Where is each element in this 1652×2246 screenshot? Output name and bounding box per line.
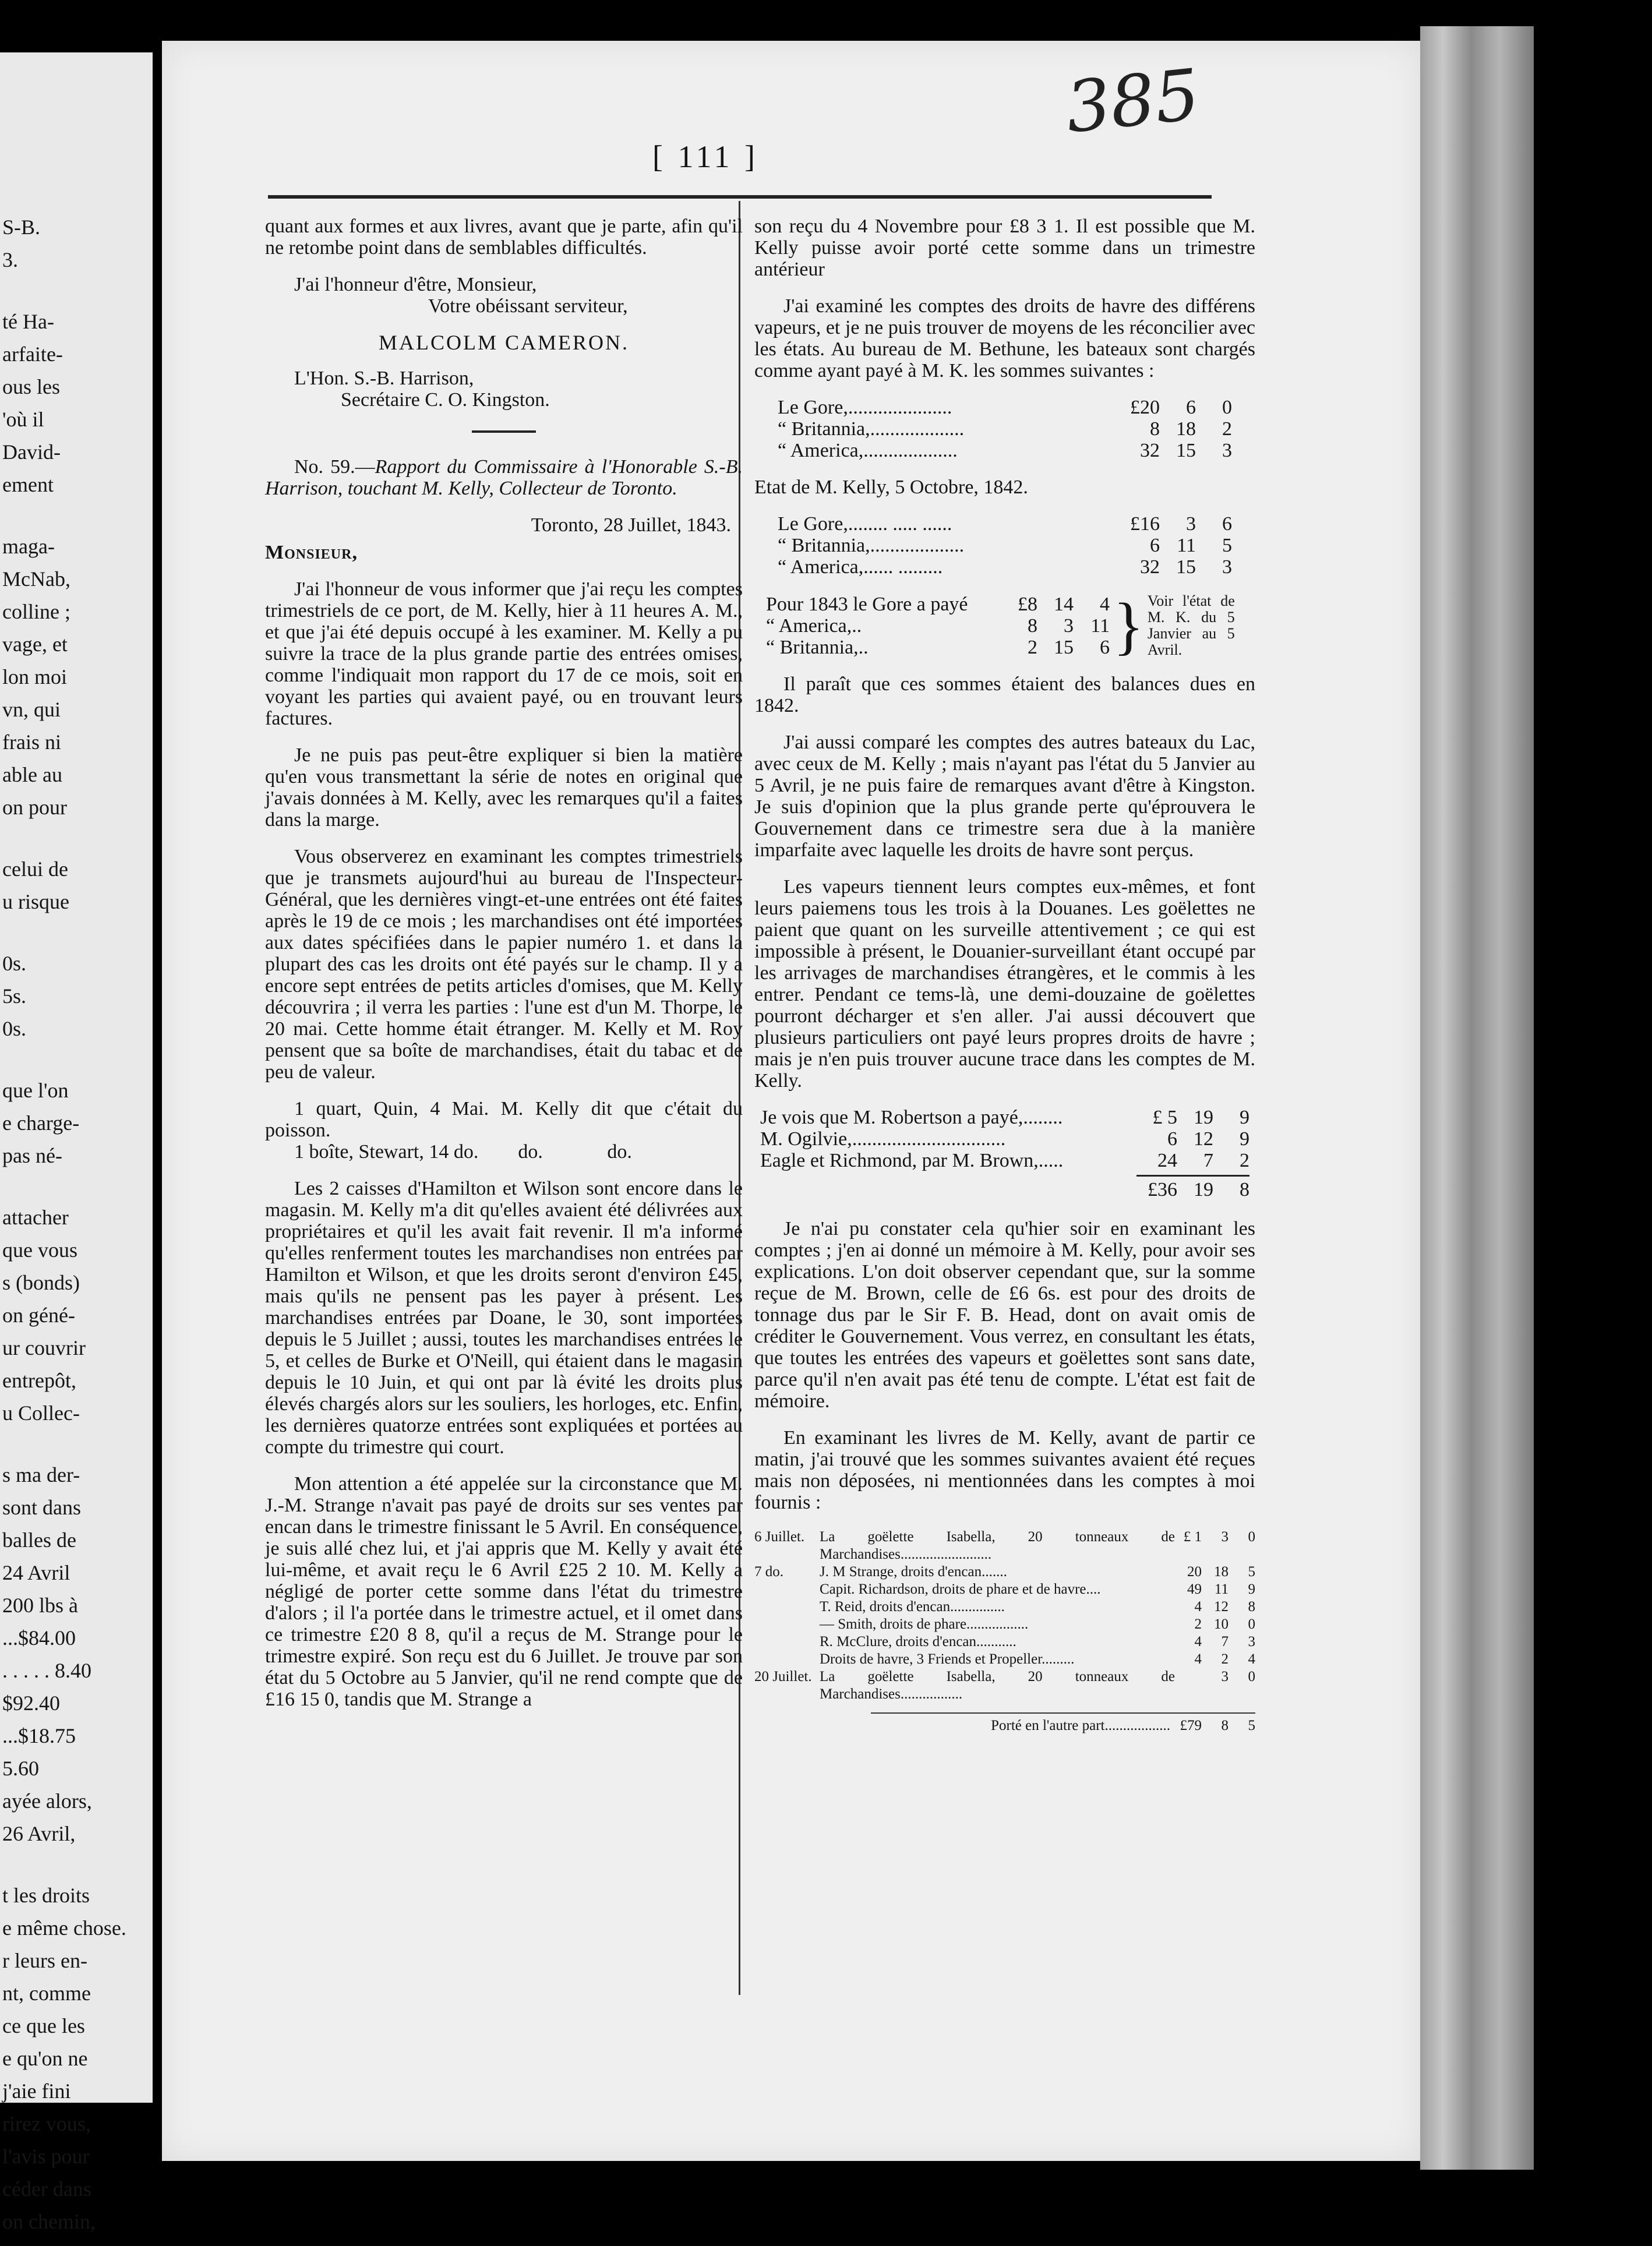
account-name: “ Britannia,................... [778,535,965,556]
right-column [754,216,1255,1735]
ledger-date: 20 Juillet. [754,1669,812,1685]
account-name: “ America,.. [766,615,862,637]
amount-shillings: 12 [1194,1128,1213,1150]
facing-page-fragment [0,52,153,2233]
amount-pounds [1175,1668,1202,1703]
amount-pounds: 4 [1194,1634,1202,1650]
account-row [778,513,1232,535]
paragraph: Il paraît que ces sommes étaient des balances dues en 1842. [754,673,1255,716]
facing-page-text-fragment: 3. [2,248,18,271]
ledger [754,1528,1255,1703]
account-row [778,440,1232,461]
page-number: [ 111 ] [652,139,758,174]
facing-page-text-fragment: balles de [2,1528,76,1552]
account-name: “ Britannia,.. [766,636,869,658]
amount-pence: 4 [1100,593,1110,615]
amount-shillings: 15 [1054,636,1074,658]
account-name: — Smith, droits de phare................. [820,1616,1029,1632]
amount-pounds: 6 [1150,535,1160,556]
facing-page-text-fragment: vage, et [2,633,68,656]
report-heading [265,456,743,499]
facing-page-text-fragment: rirez vous, [2,2112,91,2135]
facing-page-text-fragment: u Collec- [2,1401,80,1425]
ledger-date [754,1616,820,1633]
ledger-date [754,1598,820,1616]
account-name: Droits de havre, 3 Friends et Propeller......... [820,1651,1075,1667]
facing-page-text-fragment: maga- [2,535,55,558]
amount-pence: 11 [1090,615,1110,637]
left-column [265,216,743,1725]
carried-label: Porté en l'autre part.................. [991,1718,1170,1733]
account-name: Eagle et Richmond, par M. Brown,..... [760,1150,1064,1171]
amount-shillings: 15 [1176,440,1196,461]
amount-shillings: 3 [1186,513,1196,535]
amount-pence: 2 [1222,418,1232,440]
account-row [754,1651,1255,1668]
facing-page-text-fragment: l'avis pour [2,2145,90,2168]
ledger-date: 6 Juillet. [754,1529,805,1545]
facing-page-text-fragment: on géné- [2,1304,75,1327]
account-row [778,535,1232,556]
accounts-1843 [766,590,1255,661]
book-page-edge [1420,26,1534,2170]
ledger-date [754,1633,820,1651]
amount-shillings: 3 [1064,615,1074,637]
payments-total-row [1136,1175,1249,1200]
account-row [760,1107,1249,1128]
paragraph: Je n'ai pu constater cela qu'hier soir en examinant les comptes ; j'en ai donné un mémoire à M. Kelly, pour avoir ses explications. L'on doit observer cependant que, sur la somme reçue de M. Brown, celle de £6 6s. est pour des droits de tonnage dus par le Sir F. B. Head, dont on avait omis de créditer le Gouvernement. Vous verrez, en consultant les états, que toutes les entrées des vapeurs et goëlettes sont sans date, parce qu'il n'en avait pas été tenu de compte. L'état est fait de mémoire. [754,1218,1255,1412]
total-shillings: 19 [1194,1179,1213,1200]
amount-shillings: 11 [1214,1581,1229,1597]
closing-line: J'ai l'honneur d'être, Monsieur, [294,274,537,295]
paragraph: En examinant les livres de M. Kelly, avant de partir ce matin, j'ai trouvé que les sommes suivantes avaient été reçues mais non déposées, ni mentionnées dans les comptes à moi fournis : [754,1427,1255,1513]
amount-pence: 0 [1248,1669,1255,1685]
facing-page-text-fragment: entrepôt, [2,1369,76,1392]
paragraph: Les vapeurs tiennent leurs comptes eux-mêmes, et font leurs paiemens tous les trois à la Douanes. Les goëlettes ne paient que quant on les surveille attentivement ; ce qui est impossible à présent, le Douanier-surveillant étant occupé par les arrivages de marchandises étrangères, et le commis à les entrer. Pendant ce tems-là, une demi-douzaine de goëlettes pourront décharger et s'en aller. J'ai aussi découvert que plusieurs particuliers ont payé leurs propres droits de havre ; mais je n'en puis trouver aucune trace dans les comptes de M. Kelly. [754,876,1255,1092]
facing-page-text-fragment: t les droits [2,1884,90,1907]
amount-shillings: 10 [1214,1616,1229,1632]
section-rule [472,430,536,433]
facing-page-text-fragment: e qu'on ne [2,2047,88,2070]
account-name: Pour 1843 le Gore a payé [766,593,968,615]
facing-page-text-fragment: on pour [2,796,67,819]
facing-page-text-fragment: 0s. [2,952,27,975]
amount-pence: 8 [1248,1599,1255,1615]
paragraph: J'ai aussi comparé les comptes des autres bateaux du Lac, avec ceux de M. Kelly ; mais n'ayant pas l'état du 5 Janvier au 5 Avril, je ne puis faire de remarques avant d'être à Kingston. Je suis d'opinion que la plus grande perte qu'éprouvera le Gouvernement dans ce trimestre sera due à la manière imparfaite avec laquelle les droits de havre sont perçus. [754,732,1255,861]
ledger-date: 7 do. [754,1564,783,1580]
facing-page-text-fragment: lon moi [2,665,68,688]
facing-page-text-fragment: $92.40 [2,1691,60,1715]
facing-page-text-fragment: r leurs en- [2,1949,87,1972]
total-pounds: £36 [1148,1179,1177,1200]
amount-shillings: 7 [1221,1634,1229,1650]
account-name: “ America,...... ......... [778,556,943,578]
paragraph: Mon attention a été appelée sur la circonstance que M. J.-M. Strange n'avait pas payé de droits sur ses ventes par encan dans le trimestre finissant le 5 Avril. En conséquence, je suis allé chez lui, et j'ai appris que M. Kelly y avait été lui-même, et avait reçu le 6 Avril £25 2 10. M. Kelly a négligé de porter cette somme dans l'état du trimestre d'alors ; il l'a portée dans le trimestre actuel, et il omet dans ce trimestre £20 8 8, qu'il a reçus de M. Strange pour le trimestre expiré. Son reçu est du 6 Juillet. Je trouve par son état du 5 Octobre au 5 Janvier, qu'il ne rend compte que de £16 15 0, tandis que M. Strange a [265,1473,743,1710]
kelly-accounts [778,513,1232,578]
handwritten-page-number: 385 [1062,54,1203,149]
amount-pounds: £8 [1018,593,1037,615]
amount-pounds: £20 [1130,397,1160,418]
amount-pence: 4 [1248,1651,1255,1667]
carried-pounds: £79 [1180,1718,1202,1733]
ledger-date [754,1651,820,1668]
facing-page-text-fragment: . . . . . 8.40 [2,1659,91,1682]
amount-pence: 3 [1222,440,1232,461]
facing-page-text-fragment: j'aie fini [2,2079,71,2103]
account-row [754,1598,1255,1616]
amount-pounds: 32 [1140,440,1160,461]
amount-pence: 6 [1100,636,1110,658]
account-name: M. Ogilvie,............................... [760,1128,1006,1150]
account-name: “ America,................... [778,440,958,461]
bethune-accounts [778,397,1232,461]
amount-pounds: £ 5 [1152,1107,1177,1128]
facing-page-text-fragment: e charge- [2,1111,80,1135]
account-row [754,1616,1255,1633]
account-name: J. M Strange, droits d'encan....... [820,1564,1007,1580]
amount-pence: 6 [1222,513,1232,535]
amount-shillings: 15 [1176,556,1196,578]
account-row [778,418,1232,440]
facing-page-text-fragment: S-B. [2,216,41,239]
facing-page-text-fragment: s (bonds) [2,1271,80,1294]
amount-shillings: 11 [1177,535,1196,556]
account-row [766,594,1110,615]
table-heading: Etat de M. Kelly, 5 Octobre, 1842. [754,476,1028,498]
account-name: Le Gore,..................... [778,397,952,418]
facing-page-text-fragment: que vous [2,1238,77,1262]
addressee: L'Hon. S.-B. Harrison, [294,368,474,389]
facing-page-text-fragment: s ma der- [2,1463,80,1486]
paragraph: J'ai l'honneur de vous informer que j'ai reçu les comptes trimestriels de ce port, de M. Kelly, hier à 11 heures A. M., et que j'ai été depuis occupé à les examiner. M. Kelly a pu suivre la trace de la plus grande partie des entrées omises, comme l'indiquait mon rapport du 17 de ce mois, soit en voyant les parties qui avaient payé, ou en trouvant leurs factures. [265,578,743,729]
amount-shillings: 12 [1214,1599,1229,1615]
amount-pounds: 20 [1187,1564,1202,1580]
signature: MALCOLM CAMERON. [378,331,630,354]
facing-page-text-fragment: attacher [2,1206,69,1229]
account-row [754,1581,1255,1598]
amount-pounds: 49 [1187,1581,1202,1597]
account-row [754,1633,1255,1651]
account-name: Je vois que M. Robertson a payé,........ [760,1107,1063,1128]
facing-page-text-fragment: 5.60 [2,1757,39,1780]
account-name: T. Reid, droits d'encan............... [820,1599,1005,1615]
amount-shillings: 3 [1221,1669,1229,1685]
amount-pence: 5 [1248,1564,1255,1580]
report-number: No. 59.— [294,456,375,478]
paragraph: J'ai examiné les comptes des droits de havre des différens vapeurs, et je ne puis trouver de moyens de les réconcilier avec les états. Au bureau de M. Bethune, les bateaux sont chargés comme ayant payé à M. K. les sommes suivantes : [754,295,1255,382]
facing-page-text-fragment: 0s. [2,1017,27,1040]
facing-page-text-fragment: McNab, [2,567,70,591]
account-row [754,1668,1255,1703]
facing-page-text-fragment: ayée alors, [2,1789,92,1813]
account-name: Le Gore,........ ..... ...... [778,513,952,535]
amount-pounds: 8 [1028,615,1037,637]
amount-pounds: 2 [1028,636,1037,658]
salutation: Monsieur, [265,542,358,563]
facing-page-text-fragment: colline ; [2,600,70,623]
amount-pounds: 24 [1157,1150,1177,1171]
amount-pence: 9 [1248,1581,1255,1597]
account-row [766,637,1110,658]
facing-page-text-fragment: able au [2,763,62,786]
amount-pence: 9 [1240,1128,1249,1150]
amount-pounds: 4 [1194,1651,1202,1667]
facing-page-text-fragment: 'où il [2,408,44,431]
payments-total [754,1175,1249,1200]
amount-shillings: 18 [1214,1564,1229,1580]
amount-pounds: 6 [1167,1128,1177,1150]
paragraph: Je ne puis pas peut-être expliquer si bien la matière qu'en vous transmettant la série de notes en original que j'avais données à M. Kelly, avec les remarques qu'il a faites dans la marge. [265,744,743,831]
facing-page-text-fragment: ce que les [2,2014,85,2037]
facing-page-text-fragment: 200 lbs à [2,1594,78,1617]
facing-page-text-fragment: ...$18.75 [2,1724,76,1747]
amount-pence: 5 [1222,535,1232,556]
amount-pounds: 32 [1140,556,1160,578]
account-row [760,1150,1249,1171]
facing-page-text-fragment: celui de [2,857,68,881]
brace-note: Voir l'état de M. K. du 5 Janvier au 5 Avril. [1147,592,1235,658]
amount-pounds: 8 [1150,418,1160,440]
account-row [760,1128,1249,1150]
amount-shillings: 14 [1054,593,1074,615]
brace: } [1113,590,1144,661]
header-rule [268,195,1212,199]
facing-page-text-fragment: que l'on [2,1079,69,1102]
carried-forward [871,1712,1255,1735]
facing-page-text-fragment: on chemin, [2,2210,96,2233]
facing-page-text-fragment: frais ni [2,730,61,754]
amount-pounds: £ 1 [1183,1529,1202,1545]
item-line: 1 quart, Quin, 4 Mai. M. Kelly dit que c'était du poisson. [265,1098,743,1141]
amount-shillings: 2 [1221,1651,1229,1667]
paragraph: son reçu du 4 Novembre pour £8 3 1. Il est possible que M. Kelly puisse avoir porté cette somme dans un trimestre antérieur [754,216,1255,280]
account-name: Capit. Richardson, droits de phare et de havre.... [820,1581,1101,1597]
amount-shillings: 18 [1176,418,1196,440]
amount-pence: 0 [1248,1529,1255,1545]
facing-page-text-fragment: vn, qui [2,698,61,721]
amount-pence: 9 [1240,1107,1249,1128]
account-row [766,615,1110,637]
amount-pence: 3 [1248,1634,1255,1650]
facing-page-text-fragment: ous les [2,375,60,398]
addressee: Secrétaire C. O. Kingston. [341,389,550,411]
facing-page-text-fragment: ...$84.00 [2,1626,76,1650]
account-row [778,556,1232,578]
paragraph: Vous observerez en examinant les comptes trimestriels que je transmets aujourd'hui au bureau de l'Inspecteur-Général, que les dernières vingt-et-une entrées ont été faites après le 19 de ce mois ; les marchandises ont été importées aux dates spécifiées dans le papier numéro 1. et dans la plupart des cas les droits ont été payés sur le champ. Il y a encore sept entrées de petits articles d'omises, que M. Kelly découvrira ; il verra les parties : l'une est d'un M. Thorpe, le 20 mai. Cette homme était étranger. M. Kelly et M. Roy pensent que sa boîte de marchandises, était du tabac et de peu de valeur. [265,846,743,1083]
report-title: Rapport du Commissaire à l'Honorable S.-B. Harrison, touchant M. Kelly, Collecteur de Toronto. [265,456,743,499]
payments-list [760,1107,1249,1171]
facing-page-text-fragment: 26 Avril, [2,1822,76,1845]
carried-pence: 5 [1248,1718,1255,1733]
account-row [778,397,1232,418]
facing-page-text-fragment: u risque [2,890,69,913]
facing-page-text-fragment: e même chose. [2,1916,126,1940]
facing-page-text-fragment: 24 Avril [2,1561,70,1584]
facing-page-text-fragment: ur couvrir [2,1336,86,1359]
facing-page-text-fragment: nt, comme [2,1982,91,2005]
amount-pence: 0 [1222,397,1232,418]
amount-pence: 2 [1240,1150,1249,1171]
amount-shillings: 6 [1186,397,1196,418]
facing-page-text-fragment: 5s. [2,984,27,1008]
item-line: 1 boîte, Stewart, 14 do. do. do. [294,1141,632,1163]
paragraph: quant aux formes et aux livres, avant que je parte, afin qu'il ne retombe point dans de semblables difficultés. [265,216,743,259]
facing-page-text-fragment: té Ha- [2,310,54,333]
dateline: Toronto, 28 Juillet, 1843. [531,514,731,536]
total-pence: 8 [1240,1179,1249,1200]
facing-page-text-fragment: pas né- [2,1144,62,1167]
amount-pounds: 2 [1194,1616,1202,1632]
facing-page-text-fragment: David- [2,440,61,464]
account-name: R. McClure, droits d'encan........... [820,1634,1016,1650]
account-name: La goëlette Isabella, 20 tonneaux de Marchandises......................... [820,1529,1175,1562]
facing-page-text-fragment: ement [2,473,54,496]
amount-shillings: 7 [1203,1150,1213,1171]
amount-shillings: 19 [1194,1107,1213,1128]
accounts-1843-rows [766,594,1110,658]
closing-line: Votre obéissant serviteur, [428,295,628,317]
paragraph: Les 2 caisses d'Hamilton et Wilson sont encore dans le magasin. M. Kelly m'a dit qu'elles avaient été délivrées aux propriétaires et qu'il les avait fait revenir. Il m'a informé qu'elles renferment toutes les marchandises non entrées par Hamilton et Wilson, et que les droits seront d'environ £45, mais qu'ils ne pensent pas les payer à présent. Les marchandises entrées par Doane, le 30, sont importées depuis le 5 Juillet ; aussi, toutes les marchandises entrées le 5, et celles de Burke et O'Neill, qui étaient dans le magasin depuis le 10 Juin, et qui ont par là évité les droits plus élevés chargés alors sur les souliers, les horloges, etc. Enfin, les dernières quatorze entrées sont expliquées et portées au compte du trimestre qui court. [265,1178,743,1458]
facing-page-text-fragment: arfaite- [2,342,63,366]
account-name: La goëlette Isabella, 20 tonneaux de Marchandises................. [820,1669,1175,1702]
account-row [754,1528,1255,1563]
carried-shillings: 8 [1221,1718,1229,1733]
facing-page-text-fragment: céder dans [2,2177,91,2201]
amount-pence: 0 [1248,1616,1255,1632]
account-row [754,1563,1255,1581]
facing-page-text-fragment: sont dans [2,1496,81,1519]
amount-pounds: £16 [1130,513,1160,535]
amount-pence: 3 [1222,556,1232,578]
amount-shillings: 3 [1221,1529,1229,1545]
account-name: “ Britannia,................... [778,418,965,440]
ledger-date [754,1581,820,1598]
amount-pounds: 4 [1194,1599,1202,1615]
